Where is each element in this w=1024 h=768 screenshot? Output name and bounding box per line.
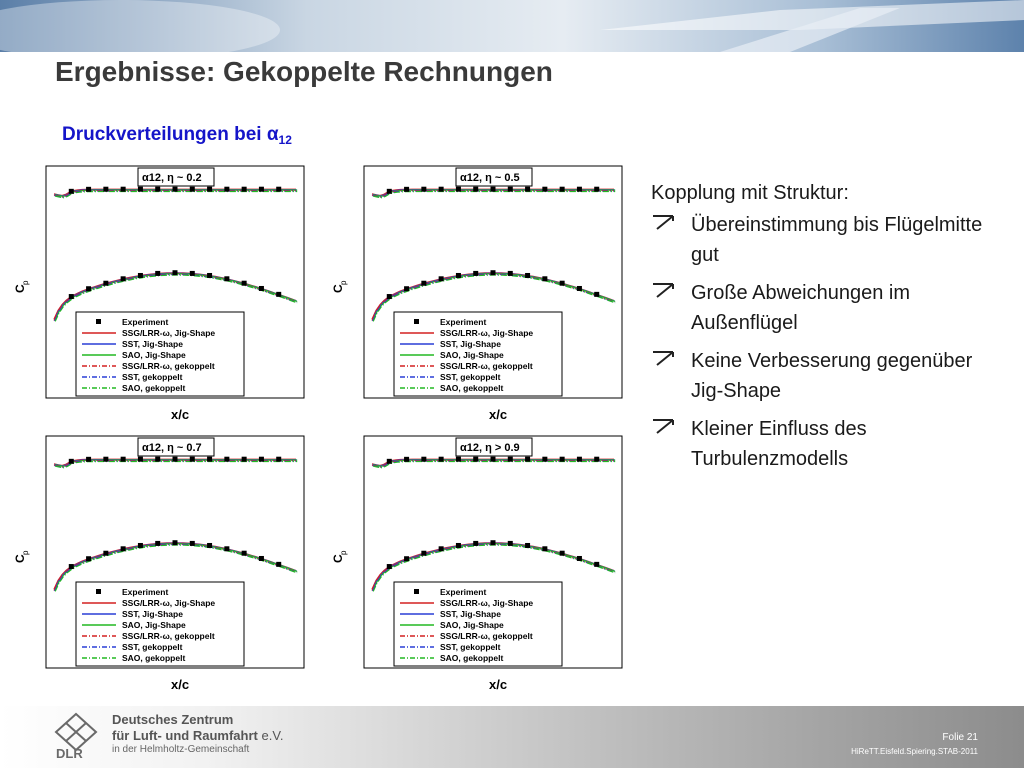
bullet-text: Keine Verbesserung gegenüber Jig-Shape <box>691 350 973 402</box>
experiment-point <box>190 541 195 546</box>
experiment-point <box>577 556 582 561</box>
experiment-point <box>473 457 478 462</box>
experiment-point <box>491 187 496 192</box>
y-axis-label: C <box>332 554 345 563</box>
bullet-item <box>651 278 991 338</box>
legend-label: SAO, Jig-Shape <box>440 350 504 360</box>
legend-label: Experiment <box>440 317 487 327</box>
experiment-point <box>387 564 392 569</box>
experiment-point <box>508 457 513 462</box>
experiment-point <box>491 457 496 462</box>
experiment-point <box>387 189 392 194</box>
bullet-item <box>651 414 991 474</box>
experiment-point <box>173 270 178 275</box>
experiment-point <box>560 187 565 192</box>
legend-label: SAO, gekoppelt <box>122 383 186 393</box>
panel-tag-text: α12, η ~ 0.7 <box>142 442 202 454</box>
legend-label: SAO, Jig-Shape <box>440 620 504 630</box>
experiment-point <box>594 457 599 462</box>
experiment-point <box>155 457 160 462</box>
arrow-icon <box>651 212 677 232</box>
experiment-point <box>276 562 281 567</box>
experiment-point <box>173 457 178 462</box>
x-axis-label: x/c <box>171 677 190 692</box>
experiment-point <box>207 273 212 278</box>
bullet-text: Große Abweichungen im Außenflügel <box>691 282 911 334</box>
experiment-point <box>439 276 444 281</box>
legend <box>394 312 562 396</box>
experiment-point <box>387 459 392 464</box>
experiment-point <box>103 457 108 462</box>
experiment-point <box>594 562 599 567</box>
experiment-point <box>121 546 126 551</box>
experiment-point <box>387 294 392 299</box>
experiment-point <box>276 292 281 297</box>
y-axis-sub: p <box>339 550 348 555</box>
cp-plot-eta-02 <box>14 158 314 428</box>
experiment-point <box>421 281 426 286</box>
experiment-point <box>121 276 126 281</box>
experiment-point <box>276 457 281 462</box>
arrow-icon <box>651 348 677 368</box>
experiment-point <box>491 270 496 275</box>
experiment-point <box>594 187 599 192</box>
experiment-point <box>259 187 264 192</box>
x-axis-label: x/c <box>489 407 508 422</box>
experiment-point <box>155 541 160 546</box>
legend-label: SSG/LRR-ω, gekoppelt <box>440 631 533 641</box>
legend-label: SST, gekoppelt <box>440 372 501 382</box>
panel-tag <box>456 168 532 186</box>
legend-label: SST, Jig-Shape <box>440 609 501 619</box>
cp-plot-svg <box>332 158 632 423</box>
legend-label: SAO, Jig-Shape <box>122 620 186 630</box>
experiment-point <box>491 540 496 545</box>
bullet-heading: Kopplung mit Struktur: <box>651 182 849 204</box>
experiment-point <box>439 546 444 551</box>
experiment-point <box>69 564 74 569</box>
org-line1: Deutsches Zentrum <box>112 712 234 727</box>
bullet-item <box>651 346 991 406</box>
experiment-point <box>439 187 444 192</box>
experiment-point <box>86 556 91 561</box>
legend-label: SST, gekoppelt <box>122 642 183 652</box>
experiment-point <box>224 187 229 192</box>
alpha-subscript: 12 <box>278 133 292 147</box>
experiment-point <box>560 281 565 286</box>
experiment-point <box>560 551 565 556</box>
alpha-symbol: α <box>266 124 279 145</box>
experiment-point <box>560 457 565 462</box>
experiment-point <box>525 543 530 548</box>
experiment-point <box>207 543 212 548</box>
experiment-point <box>121 187 126 192</box>
legend-label: SSG/LRR-ω, Jig-Shape <box>440 598 534 608</box>
experiment-point <box>525 273 530 278</box>
org-line2: für Luft- und Raumfahrt <box>112 728 258 743</box>
experiment-point <box>456 457 461 462</box>
experiment-point <box>577 286 582 291</box>
experiment-point <box>69 459 74 464</box>
experiment-point <box>404 556 409 561</box>
legend <box>76 312 244 396</box>
experiment-point <box>404 187 409 192</box>
experiment-point <box>173 540 178 545</box>
experiment-point <box>456 543 461 548</box>
org-subline: in der Helmholtz-Gemeinschaft <box>112 744 250 755</box>
experiment-point <box>207 457 212 462</box>
legend-label: SAO, gekoppelt <box>122 653 186 663</box>
x-axis-label: x/c <box>171 407 190 422</box>
experiment-point <box>103 281 108 286</box>
experiment-point <box>242 187 247 192</box>
experiment-point <box>207 187 212 192</box>
y-axis-label: C <box>14 284 27 293</box>
experiment-point <box>456 187 461 192</box>
experiment-point <box>86 457 91 462</box>
experiment-point <box>69 294 74 299</box>
experiment-point <box>421 457 426 462</box>
cp-plot-eta-09 <box>332 428 632 698</box>
legend-label: SAO, gekoppelt <box>440 653 504 663</box>
experiment-point <box>594 292 599 297</box>
experiment-point <box>173 187 178 192</box>
experiment-point <box>542 187 547 192</box>
legend-label: SSG/LRR-ω, gekoppelt <box>440 361 533 371</box>
arrow-icon <box>651 416 677 436</box>
experiment-point <box>190 457 195 462</box>
arrow-icon <box>651 280 677 300</box>
legend-label: Experiment <box>122 317 169 327</box>
legend-label: SSG/LRR-ω, Jig-Shape <box>440 328 534 338</box>
legend-label: SST, gekoppelt <box>440 642 501 652</box>
experiment-point <box>138 543 143 548</box>
experiment-point <box>155 271 160 276</box>
experiment-point <box>259 286 264 291</box>
experiment-point <box>456 273 461 278</box>
panel-tag <box>456 438 532 456</box>
y-axis-sub: p <box>21 550 30 555</box>
experiment-point <box>69 189 74 194</box>
experiment-point <box>86 286 91 291</box>
bullet-item <box>651 210 991 270</box>
legend-label: Experiment <box>122 587 169 597</box>
experiment-point <box>121 457 126 462</box>
legend-label: SSG/LRR-ω, Jig-Shape <box>122 598 216 608</box>
legend-label: SST, Jig-Shape <box>122 609 183 619</box>
y-axis-label: C <box>14 554 27 563</box>
experiment-point <box>190 187 195 192</box>
panel-tag-text: α12, η ~ 0.2 <box>142 172 202 184</box>
slide-number: Folie 21 <box>942 732 978 743</box>
cp-plot-svg <box>14 158 314 423</box>
legend-label: SSG/LRR-ω, gekoppelt <box>122 361 215 371</box>
experiment-point <box>525 457 530 462</box>
experiment-point <box>421 187 426 192</box>
experiment-point <box>242 457 247 462</box>
slide-subtitle <box>62 124 292 147</box>
experiment-point <box>138 187 143 192</box>
cp-plot-svg <box>332 428 632 693</box>
experiment-point <box>542 546 547 551</box>
legend-label: SSG/LRR-ω, gekoppelt <box>122 631 215 641</box>
experiment-point <box>190 271 195 276</box>
panel-tag <box>138 438 214 456</box>
cp-plot-svg <box>14 428 314 693</box>
experiment-point <box>508 187 513 192</box>
experiment-point <box>242 551 247 556</box>
bullet-text: Übereinstimmung bis Flügelmitte gut <box>691 214 983 266</box>
panel-tag-text: α12, η ~ 0.5 <box>460 172 520 184</box>
bullet-list <box>651 178 991 482</box>
experiment-point <box>259 556 264 561</box>
x-axis-label: x/c <box>489 677 508 692</box>
experiment-point <box>259 457 264 462</box>
legend-label: SST, Jig-Shape <box>440 339 501 349</box>
experiment-point <box>577 457 582 462</box>
aircraft-graphic <box>0 0 1024 52</box>
org-suffix: e.V. <box>261 728 284 743</box>
legend-label: Experiment <box>440 587 487 597</box>
experiment-point <box>473 271 478 276</box>
experiment-point <box>224 546 229 551</box>
experiment-point <box>404 457 409 462</box>
legend <box>394 582 562 666</box>
experiment-point <box>224 457 229 462</box>
experiment-point <box>542 457 547 462</box>
experiment-point <box>155 187 160 192</box>
legend-label: SAO, Jig-Shape <box>122 350 186 360</box>
experiment-point <box>577 187 582 192</box>
legend-label: SAO, gekoppelt <box>440 383 504 393</box>
panel-tag <box>138 168 214 186</box>
legend-label: SST, Jig-Shape <box>122 339 183 349</box>
y-axis-label: C <box>332 284 345 293</box>
bullet-text: Kleiner Einfluss des Turbulenzmodells <box>691 418 867 470</box>
panel-tag-text: α12, η > 0.9 <box>460 442 520 454</box>
subtitle-text: Druckverteilungen bei <box>62 124 262 145</box>
experiment-point <box>542 276 547 281</box>
org-name <box>112 712 283 744</box>
cp-plot-eta-05 <box>332 158 632 428</box>
experiment-point <box>421 551 426 556</box>
cp-plot-eta-07 <box>14 428 314 698</box>
experiment-point <box>508 541 513 546</box>
header-banner <box>0 0 1024 52</box>
experiment-point <box>525 187 530 192</box>
experiment-point <box>242 281 247 286</box>
experiment-point <box>439 457 444 462</box>
y-axis-sub: p <box>21 280 30 285</box>
experiment-point <box>224 276 229 281</box>
experiment-point <box>86 187 91 192</box>
experiment-point <box>103 187 108 192</box>
y-axis-sub: p <box>339 280 348 285</box>
experiment-point <box>473 187 478 192</box>
legend <box>76 582 244 666</box>
experiment-point <box>276 187 281 192</box>
experiment-point <box>138 457 143 462</box>
legend-label: SST, gekoppelt <box>122 372 183 382</box>
experiment-point <box>138 273 143 278</box>
legend-label: SSG/LRR-ω, Jig-Shape <box>122 328 216 338</box>
experiment-point <box>404 286 409 291</box>
experiment-point <box>473 541 478 546</box>
experiment-point <box>103 551 108 556</box>
svg-text:DLR: DLR <box>56 746 83 761</box>
slide-title: Ergebnisse: Gekoppelte Rechnungen <box>55 56 553 87</box>
experiment-point <box>508 271 513 276</box>
slide-reference: HiReTT.Eisfeld.Spiering.STAB-2011 <box>851 747 978 756</box>
